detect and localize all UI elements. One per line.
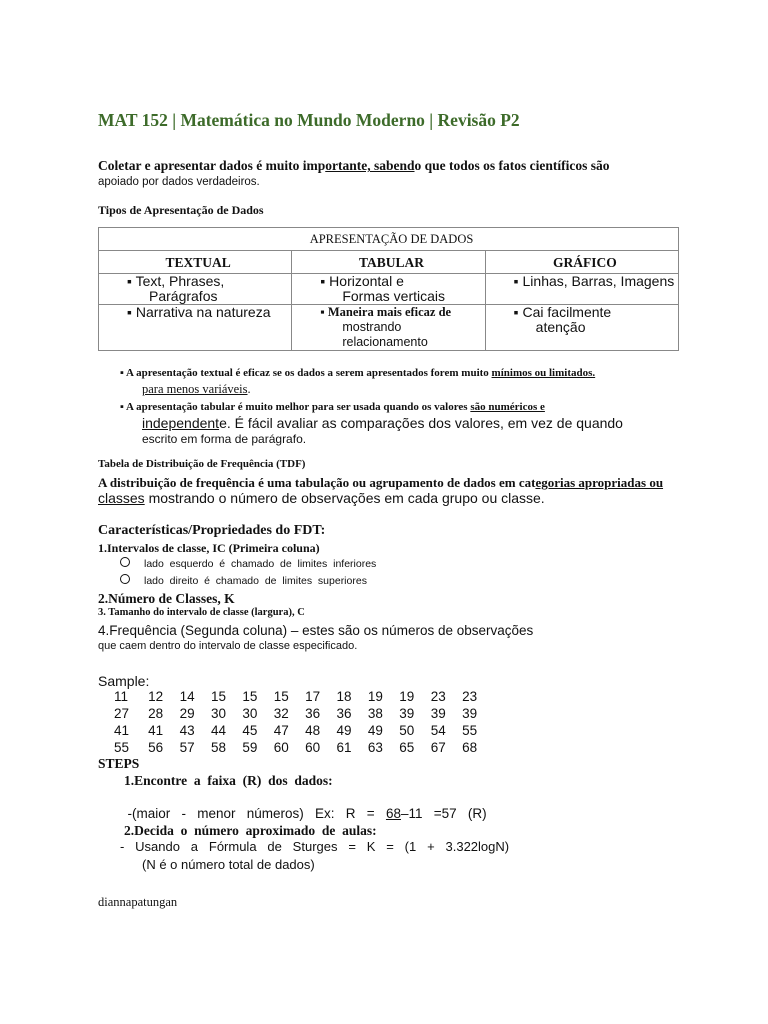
sub-text: lado esquerdo é chamado de limites inferiores [144, 558, 377, 570]
bullet-tabular-cont [142, 415, 623, 431]
table-cell: 15 [210, 689, 226, 704]
table-cell: 48 [305, 723, 321, 738]
circle-bullet-icon [120, 574, 130, 584]
intro-underlined: ortante, sabend [325, 158, 415, 173]
table-cell: 30 [210, 706, 226, 721]
bullet-underlined: para menos variáveis [142, 382, 248, 396]
data-presentation-table [98, 227, 679, 351]
table-cell: 39 [462, 706, 478, 721]
table-cell: 55 [462, 723, 478, 738]
table-cell: 50 [399, 723, 415, 738]
col-tabular: TABULAR [292, 251, 485, 274]
table-row [98, 722, 485, 739]
table-cell: 55 [114, 740, 130, 755]
intro-line-1 [98, 158, 610, 174]
table-cell: 19 [367, 689, 383, 704]
table-cell: 15 [242, 689, 258, 704]
tdf-underlined: classes [98, 490, 145, 506]
intro-text-end: o que todos os fatos científicos são [414, 158, 610, 173]
table-cell [99, 305, 292, 351]
bullet-tabular [120, 401, 545, 413]
table-cell: 41 [114, 723, 130, 738]
step-2-line: - Usando a Fórmula de Sturges = K = (1 + 3.322logN) [120, 839, 510, 854]
prop-4-cont: que caem dentro do intervalo de classe especificado. [98, 640, 358, 652]
table-cell: 58 [210, 740, 226, 755]
table-cell: 32 [273, 706, 289, 721]
tdf-line-1 [98, 475, 663, 491]
cell-line: mostrando relacionamento [342, 320, 428, 349]
cell-line: ▪ Cai facilmente [513, 304, 612, 320]
table-cell: 39 [430, 706, 446, 721]
intro-line-2: apoiado por dados verdadeiros. [98, 176, 260, 188]
table-cell: 56 [148, 740, 164, 755]
props-heading: Características/Propriedades do FDT: [98, 523, 326, 538]
cell-line: Formas verticais [342, 288, 446, 304]
table-cell: 30 [242, 706, 258, 721]
table-cell: 68 [462, 740, 478, 755]
table-cell: 36 [336, 706, 352, 721]
table-cell: 60 [305, 740, 321, 755]
cell-line: ▪ Narrativa na natureza [127, 304, 271, 320]
step-text: –11 =57 (R) [400, 806, 487, 821]
table-cell: 63 [367, 740, 383, 755]
table-cell: 45 [242, 723, 258, 738]
table-cell: 12 [148, 689, 164, 704]
bullet-underlined: mínimos ou limitados. [491, 367, 596, 379]
step-underlined: 68 [385, 806, 401, 821]
table-header: APRESENTAÇÃO DE DADOS [99, 228, 679, 251]
bullet-textual-cont [142, 382, 251, 397]
cell-line: atenção [535, 319, 586, 335]
step-1-title: 1.Encontre a faixa (R) dos dados: [124, 773, 333, 788]
tdf-underlined: egorias apropriadas ou [535, 475, 664, 490]
cell-line: Parágrafos [149, 288, 218, 304]
sample-data-table [98, 688, 485, 756]
types-heading: Tipos de Apresentação de Dados [98, 203, 264, 217]
prop-2: 2.Número de Classes, K [98, 591, 235, 606]
bullet-textual [120, 367, 595, 379]
bullet-text: ▪ A apresentação textual é eficaz se os dados a serem apresentados forem muito [120, 367, 492, 379]
tdf-text: mostrando o número de observações em cada grupo ou classe. [144, 490, 545, 506]
intro-text: Coletar e apresentar dados é muito imp [98, 158, 326, 173]
page-title: MAT 152 | Matemática no Mundo Moderno | Revisão P2 [98, 110, 520, 130]
cell-line: ▪ Horizontal e [320, 273, 404, 289]
bullet-text: ▪ A apresentação tabular é muito melhor para ser usada quando os valores [120, 401, 471, 413]
prop-1-sub-1 [120, 557, 376, 570]
col-grafico: GRÁFICO [485, 251, 678, 274]
table-cell: 23 [462, 689, 478, 704]
table-cell [292, 274, 485, 305]
table-cell: 44 [210, 723, 226, 738]
table-cell [292, 305, 485, 351]
table-cell: 27 [114, 706, 130, 721]
table-cell: 11 [114, 689, 129, 704]
sub-text: lado direito é chamado de limites superiores [144, 575, 367, 587]
bullet-tabular-end: escrito em forma de parágrafo. [142, 432, 307, 446]
table-cell: 59 [242, 740, 258, 755]
tdf-heading: Tabela de Distribuição de Frequência (TDF) [98, 458, 306, 470]
footer-author: diannapatungan [98, 895, 178, 909]
table-cell: 36 [305, 706, 321, 721]
cell-line: ▪ Text, Phrases, [127, 273, 225, 289]
table-cell [485, 274, 678, 305]
table-cell [99, 274, 292, 305]
table-cell: 47 [273, 723, 289, 738]
step-1-line [120, 791, 487, 821]
circle-bullet-icon [120, 557, 130, 567]
table-cell: 41 [148, 723, 164, 738]
col-textual: TEXTUAL [99, 251, 292, 274]
table-cell: 14 [179, 689, 195, 704]
table-cell: 23 [430, 689, 446, 704]
table-row [98, 739, 485, 756]
table-cell: 43 [179, 723, 195, 738]
table-row [98, 688, 485, 705]
table-cell: 60 [273, 740, 289, 755]
prop-1: 1.Intervalos de classe, IC (Primeira coluna) [98, 541, 320, 555]
cell-line: ▪ Linhas, Barras, Imagens [513, 273, 675, 289]
bullet-text: . [247, 382, 251, 396]
table-cell: 65 [399, 740, 415, 755]
step-text: -(maior - menor números) Ex: R = [127, 806, 386, 821]
table-cell: 19 [399, 689, 415, 704]
table-cell: 28 [148, 706, 164, 721]
tdf-text: A distribuição de frequência é uma tabulação ou agrupamento de dados em cat [98, 475, 536, 490]
table-cell: 17 [305, 689, 321, 704]
table-cell: 61 [336, 740, 352, 755]
table-cell: 38 [367, 706, 383, 721]
table-cell [485, 305, 678, 351]
step-2-title: 2.Decida o número aproximado de aulas: [124, 823, 377, 838]
sample-label: Sample: [98, 673, 150, 689]
cell-line: ▪ Maneira mais eficaz de [320, 305, 452, 319]
steps-heading: STEPS [98, 756, 140, 771]
table-cell: 54 [430, 723, 446, 738]
table-row [98, 705, 485, 722]
bullet-text: e. É fácil avaliar as comparações dos valores, em vez de quando [219, 415, 623, 431]
table-cell: 29 [179, 706, 195, 721]
table-cell: 49 [367, 723, 383, 738]
table-cell: 67 [430, 740, 446, 755]
table-cell: 15 [273, 689, 289, 704]
table-cell: 57 [179, 740, 195, 755]
step-2-note: (N é o número total de dados) [142, 857, 315, 872]
bullet-underlined: são numéricos e [470, 401, 545, 413]
prop-1-sub-2 [120, 574, 367, 587]
prop-3: 3. Tamanho do intervalo de classe (largura), C [98, 607, 305, 618]
table-cell: 39 [399, 706, 415, 721]
bullet-underlined: independent [142, 415, 220, 431]
tdf-line-2 [98, 490, 545, 506]
table-cell: 49 [336, 723, 352, 738]
table-cell: 18 [336, 689, 352, 704]
prop-4: 4.Frequência (Segunda coluna) – estes são os números de observações [98, 623, 534, 638]
